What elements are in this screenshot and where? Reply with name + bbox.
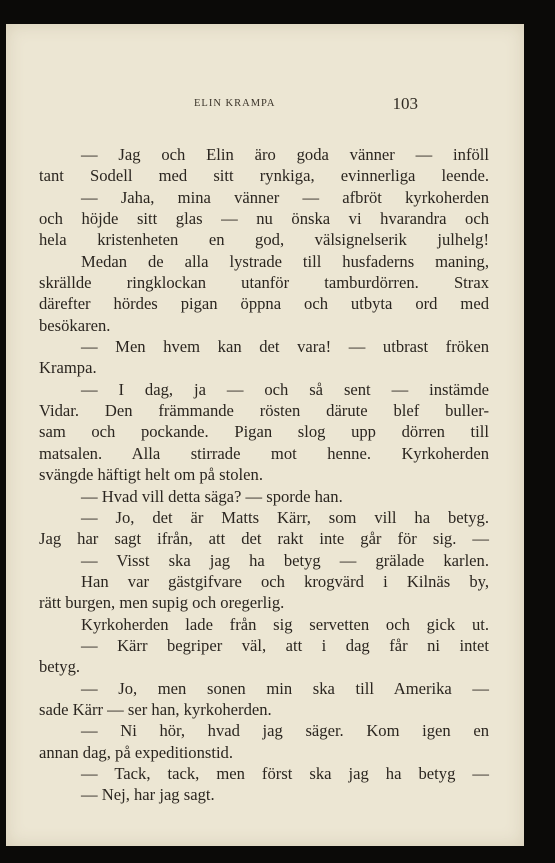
text-line: Han var gästgifvare och krogvärd i Kilnäs by, — [81, 571, 489, 591]
text-line: — Jo, det är Matts Kärr, som vill ha betyg. — [81, 507, 489, 527]
text-line: Vidar. Den främmande rösten därute blef buller- — [39, 401, 489, 421]
text-line: — Visst ska jag ha betyg — grälade karlen. — [81, 550, 489, 570]
text-line: besökaren. — [39, 315, 111, 335]
text-line: och höjde sitt glas — nu önska vi hvarandra och — [39, 209, 489, 229]
text-line: — Jo, men sonen min ska till Amerika — — [81, 678, 489, 698]
text-line: Kyrkoherden lade från sig servetten och gick ut. — [81, 614, 489, 634]
text-line: — Tack, tack, men först ska jag ha betyg — — [81, 763, 489, 783]
text-line: — Jag och Elin äro goda vänner — inföll — [81, 145, 489, 164]
page-header — [186, 94, 426, 118]
text-line: sam och pockande. Pigan slog upp dörren till — [39, 422, 489, 442]
text-line: svängde häftigt helt om på stolen. — [39, 465, 263, 485]
text-line: — Men hvem kan det vara! — utbrast fröken — [81, 337, 489, 357]
text-line: rätt burgen, men supig och oregerlig. — [39, 593, 285, 613]
text-line: betyg. — [39, 657, 81, 677]
text-line: sade Kärr — ser han, kyrkoherden. — [39, 699, 272, 719]
running-head: ELIN KRAMPA — [194, 98, 276, 109]
text-line: tant Sodell med sitt rynkiga, evinnerliga leende. — [39, 166, 489, 186]
text-line: — Kärr begriper väl, att i dag får ni intet — [81, 635, 489, 655]
text-line: hela kristenheten en god, välsignelserik julhelg! — [39, 230, 489, 250]
book-page — [6, 24, 524, 846]
text-line: matsalen. Alla stirrade mot henne. Kyrkoherden — [39, 443, 489, 463]
page-number: 103 — [392, 94, 418, 113]
body-text — [39, 144, 489, 806]
text-line: annan dag, på expeditionstid. — [39, 742, 234, 762]
text-line: därefter hördes pigan öppna och utbyta ord med — [39, 294, 489, 314]
text-line: Medan de alla lystrade till husfaderns maning, — [81, 251, 489, 271]
text-line: skrällde ringklockan utanför tamburdörren. Strax — [39, 273, 489, 293]
text-line: — Jaha, mina vänner — afbröt kyrkoherden — [81, 187, 489, 207]
text-line: — Nej, har jag sagt. — [81, 785, 215, 805]
text-line: Krampa. — [39, 358, 97, 378]
text-line: — I dag, ja — och så sent — instämde — [81, 379, 489, 399]
text-line: — Hvad vill detta säga? — sporde han. — [81, 486, 343, 506]
text-line: Jag har sagt ifrån, att det rakt inte går för sig. — — [39, 529, 489, 549]
text-line: — Ni hör, hvad jag säger. Kom igen en — [81, 721, 489, 741]
